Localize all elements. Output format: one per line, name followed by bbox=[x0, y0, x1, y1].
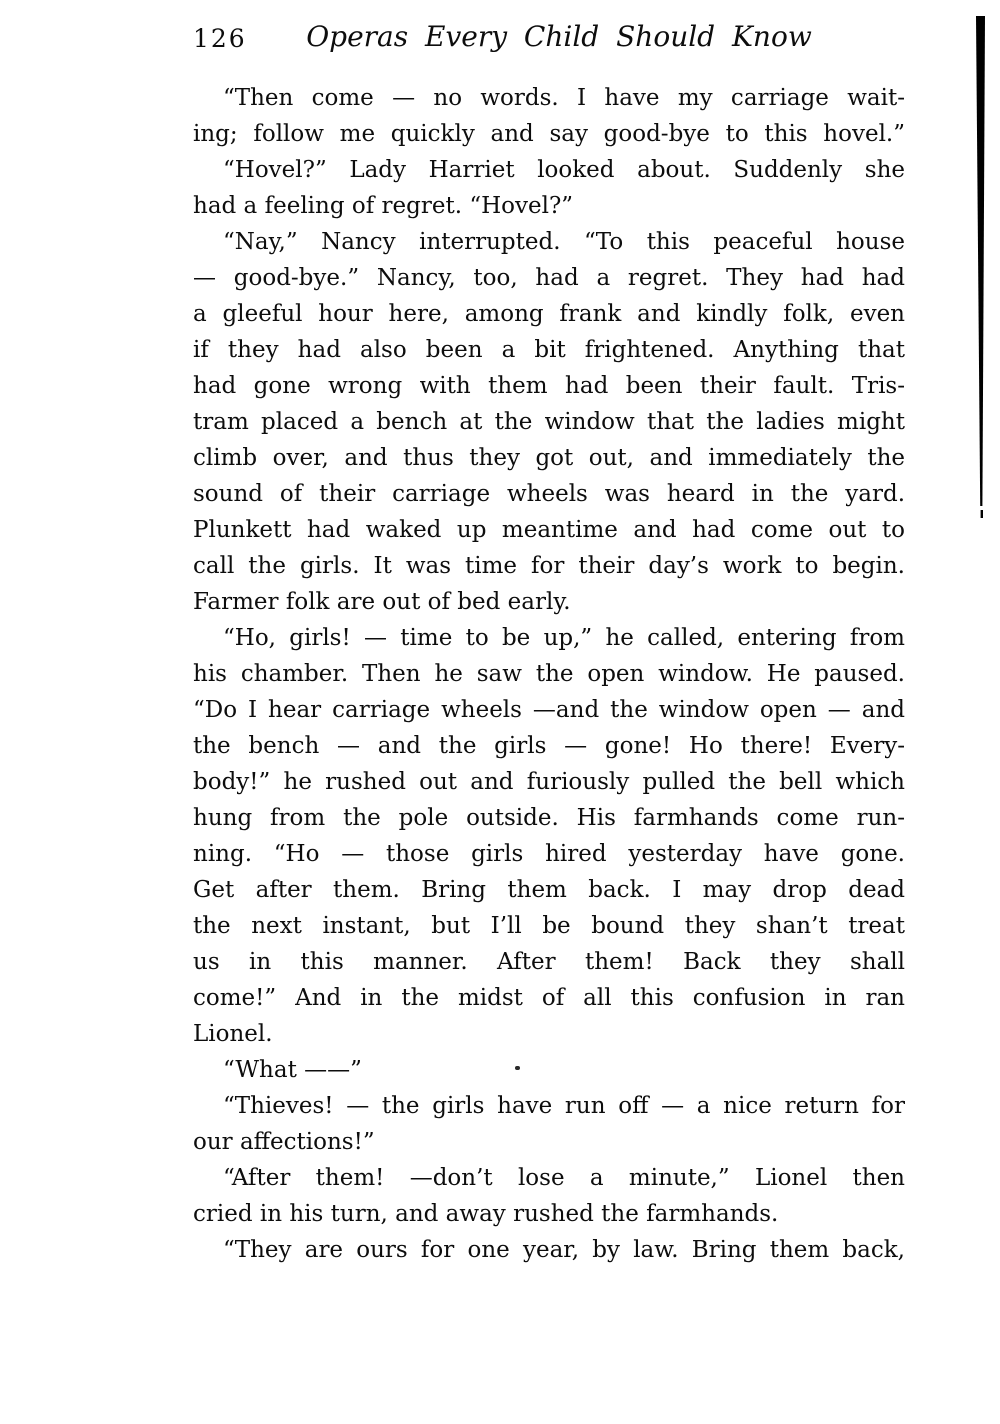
text-line: a gleeful hour here, among frank and kindly folk, even bbox=[193, 301, 905, 327]
text-line: tram placed a bench at the window that the ladies might bbox=[193, 409, 905, 435]
text-line: had a feeling of regret. “Hovel?” bbox=[193, 193, 574, 219]
text-line: “They are ours for one year, by law. Bring them back, bbox=[223, 1237, 905, 1263]
text-line: had gone wrong with them had been their fault. Tris- bbox=[193, 373, 905, 399]
text-line: “Hovel?” Lady Harriet looked about. Suddenly she bbox=[223, 157, 905, 183]
scan-speck bbox=[515, 1066, 520, 1070]
text-line: Plunkett had waked up meantime and had come out to bbox=[193, 517, 905, 543]
text-line: the bench — and the girls — gone! Ho there! Every- bbox=[193, 733, 905, 759]
text-line: hung from the pole outside. His farmhands come run- bbox=[193, 805, 905, 831]
text-line: ing; follow me quickly and say good-bye to this hovel.” bbox=[193, 121, 905, 147]
text-line: come!” And in the midst of all this confusion in ran bbox=[193, 985, 905, 1011]
text-line: ning. “Ho — those girls hired yesterday have gone. bbox=[193, 841, 905, 867]
text-line: “Ho, girls! — time to be up,” he called, entering from bbox=[223, 625, 905, 651]
text-line: “What ——” bbox=[223, 1057, 362, 1083]
text-line: climb over, and thus they got out, and immediately the bbox=[193, 445, 905, 471]
scan-edge-artifact bbox=[975, 16, 987, 520]
text-line: Lionel. bbox=[193, 1021, 273, 1047]
text-line: body!” he rushed out and furiously pulled the bell which bbox=[193, 769, 905, 795]
text-line: “Then come — no words. I have my carriage wait- bbox=[223, 85, 905, 111]
page-number: 126 bbox=[193, 24, 247, 53]
text-line: call the girls. It was time for their day’s work to begin. bbox=[193, 553, 905, 579]
text-line: cried in his turn, and away rushed the farmhands. bbox=[193, 1201, 779, 1227]
text-line: if they had also been a bit frightened. Anything that bbox=[193, 337, 905, 363]
text-line: — good-bye.” Nancy, too, had a regret. They had had bbox=[193, 265, 905, 291]
text-line: our affections!” bbox=[193, 1129, 375, 1155]
text-line: us in this manner. After them! Back they shall bbox=[193, 949, 905, 975]
running-title: Operas Every Child Should Know bbox=[306, 20, 812, 53]
text-line: “Thieves! — the girls have run off — a nice return for bbox=[223, 1093, 905, 1119]
text-line: sound of their carriage wheels was heard in the yard. bbox=[193, 481, 905, 507]
text-line: the next instant, but I’ll be bound they shan’t treat bbox=[193, 913, 905, 939]
text-line: “After them! —don’t lose a minute,” Lionel then bbox=[223, 1165, 905, 1191]
text-line: Get after them. Bring them back. I may drop dead bbox=[193, 877, 905, 903]
body-text bbox=[193, 80, 905, 1268]
text-line: “Nay,” Nancy interrupted. “To this peaceful house bbox=[223, 229, 905, 255]
text-line: Farmer folk are out of bed early. bbox=[193, 589, 571, 615]
page-header bbox=[193, 20, 905, 60]
text-line: “Do I hear carriage wheels —and the window open — and bbox=[193, 697, 905, 723]
text-line: his chamber. Then he saw the open window. He paused. bbox=[193, 661, 905, 687]
